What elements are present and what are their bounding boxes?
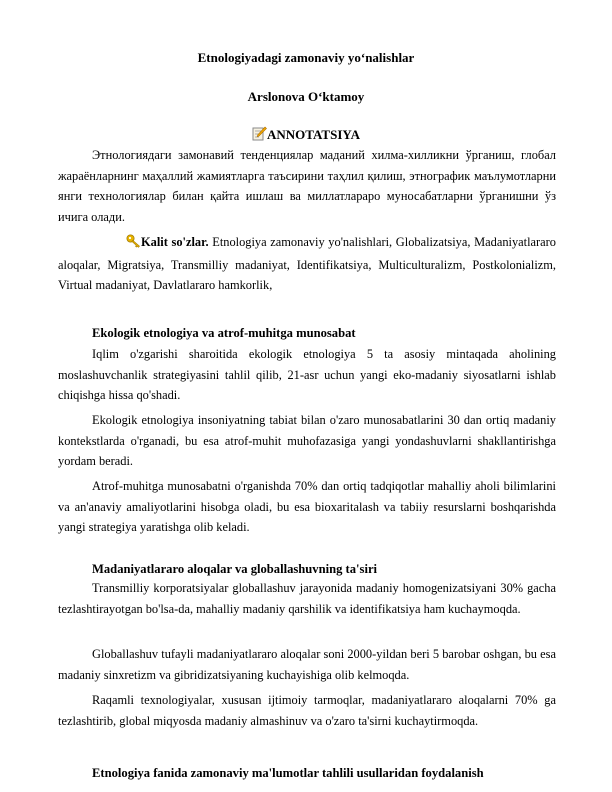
- annotation-heading: ANNOTATSIYA: [267, 127, 360, 142]
- section-ecology-paragraph-3: Atrof-muhitga munosabatni o'rganishda 70% dan ortiq tadqiqotlar mahalliy aholi bilimlarini va an'anaviy amaliyotlarini hisobga oladi, bu esa bioxaritalash va tabiiy resurslarni boshqarishda yangi strategiya yaratishga olib keladi.: [58, 479, 556, 534]
- memo-pencil-icon: [252, 126, 267, 145]
- keywords-label: Kalit so'zlar.: [141, 235, 209, 249]
- keywords-paragraph: [58, 232, 556, 296]
- key-icon: [92, 234, 141, 255]
- author-name: Arslonova O‘ktamoy: [247, 89, 365, 104]
- paper-title: Etnologiyadagi zamonaviy yo‘nalishlar: [197, 50, 415, 65]
- section-intercultural-paragraph-3: Raqamli texnologiyalar, xususan ijtimoiy tarmoqlar, madaniyatlararo aloqalarni 70% ga tezlashtirib, global miqyosda madaniy almashinuv va o'zaro ta'sirni kuchaytirmoqda.: [58, 693, 556, 728]
- section-heading-ecology: Ekologik etnologiya va atrof-muhitga munosabat: [92, 326, 356, 340]
- section-intercultural-paragraph-1: Transmilliy korporatsiyalar globallashuv jarayonida madaniy homogenizatsiyani 30% gacha tezlashtirayotgan bo'lsa-da, mahalliy madaniy qarshilik va identifikatsiya ham kuchaymoqda.: [58, 581, 556, 616]
- annotation-text: Этнологиядаги замонавий тенденциялар маданий хилма-хилликни ўрганиш, глобал жараёнларнинг маҳаллий жамиятларга таъсирини таҳлил қилиш, этнографик маълумотларни янги технологиялар билан қайта ишлаш ва миллатлараро муносабатларни ўрганишни ўз ичига олади.: [58, 148, 556, 224]
- annotation-heading-line: [0, 126, 612, 145]
- section-heading-data-analysis: Etnologiya fanida zamonaviy ma'lumotlar tahlili usullaridan foydalanish: [92, 766, 484, 780]
- section-ecology-paragraph-1: Iqlim o'zgarishi sharoitida ekologik etnologiya 5 ta asosiy mintaqada aholining moslashuvchanlik strategiyasini tahlil qilib, 21-asr uchun yangi eko-madaniy siyosatlarni ishlab chiqishga hissa qo'shadi.: [58, 347, 556, 402]
- section-intercultural-paragraph-2: Globallashuv tufayli madaniyatlararo aloqalar soni 2000-yildan beri 5 barobar oshgan, bu esa madaniy sinxretizm va gibridizatsiyaning kuchayishiga olib kelmoqda.: [58, 647, 556, 682]
- keywords-text: Etnologiya zamonaviy yo'nalishlari, Globalizatsiya, Madaniyatlararo aloqalar, Migratsiya, Transmilliy madaniyat, Identifikatsiya, Multiculturalizm, Postkolonializm, Virtual madaniyat, Davlatlararo hamkorlik,: [58, 235, 557, 292]
- section-heading-intercultural: Madaniyatlararo aloqalar va globallashuvning ta'siri: [92, 562, 378, 576]
- section-ecology-paragraph-2: Ekologik etnologiya insoniyatning tabiat bilan o'zaro munosabatlarini 30 dan ortiq madaniy kontekstlarda o'rganadi, bu esa atrof-muhit muhofazasiga yangi yondashuvlarni shakllantirishga yordam beradi.: [58, 413, 556, 468]
